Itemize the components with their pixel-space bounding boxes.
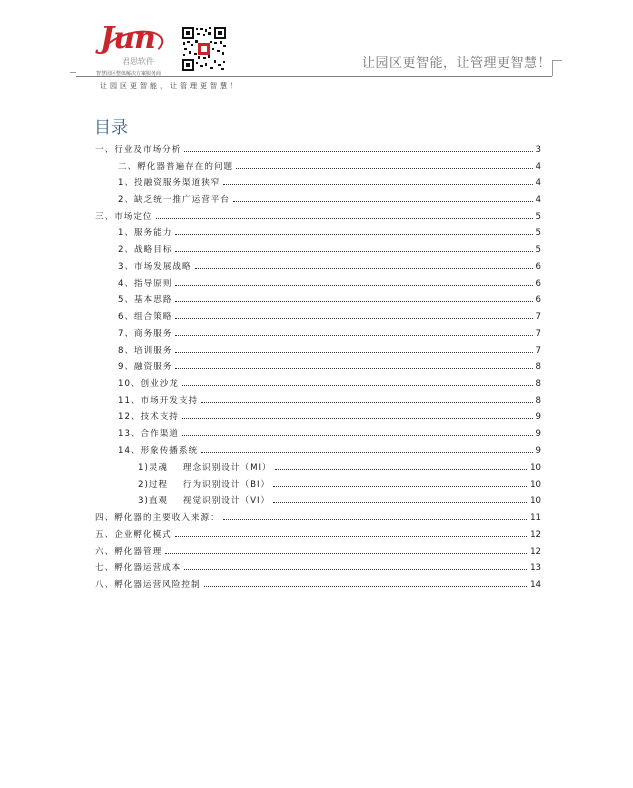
toc-leader-dots: [236, 167, 532, 169]
toc-leader-dots: [175, 334, 532, 336]
toc-entry-text: 三、市场定位: [95, 212, 153, 222]
toc-entry-page: 9: [535, 412, 541, 422]
toc-leader-dots: [175, 233, 532, 235]
toc-entry-page: 6: [535, 295, 541, 305]
toc-leader-dots: [233, 200, 533, 202]
toc-entry[interactable]: [118, 172, 541, 188]
toc-entry-page: 8: [535, 379, 541, 389]
toc-entry-page: 14: [530, 580, 541, 590]
toc-leader-dots: [275, 468, 527, 470]
toc-entry[interactable]: [118, 440, 541, 456]
toc-entry-page: 11: [530, 513, 541, 523]
toc-entry[interactable]: [118, 256, 541, 272]
toc-entry-text: 14、形象传播系统: [118, 446, 199, 456]
page-header: [0, 0, 633, 110]
toc-entry-page: 5: [535, 212, 541, 222]
toc-entry-text: 12、技术支持: [118, 412, 179, 422]
toc-leader-dots: [175, 284, 532, 286]
toc-entry-text: 1、投融资服务渠道狭窄: [118, 178, 221, 188]
toc-leader-dots: [156, 217, 533, 219]
toc-entry[interactable]: [118, 406, 541, 422]
logo-tagline: 智慧园区整体解决方案服务商: [96, 71, 162, 77]
toc-leader-dots: [195, 267, 533, 269]
toc-entry-page: 7: [535, 346, 541, 356]
toc-leader-dots: [273, 501, 527, 503]
toc-entry[interactable]: [118, 156, 541, 172]
toc-entry-text: 一、行业及市场分析: [95, 145, 182, 155]
toc-title: 目录: [94, 118, 128, 138]
toc-leader-dots: [201, 401, 532, 403]
toc-entry-page: 12: [530, 530, 541, 540]
toc-entry[interactable]: [95, 557, 541, 573]
toc-entry-page: 4: [535, 178, 541, 188]
toc-entry-page: 13: [530, 563, 541, 573]
toc-leader-dots: [175, 351, 532, 353]
toc-entry-page: 10: [530, 463, 541, 473]
toc-leader-dots: [204, 585, 528, 587]
toc-entry-page: 12: [530, 547, 541, 557]
toc-entry[interactable]: [118, 373, 541, 389]
toc-entry-page: 5: [535, 228, 541, 238]
toc-entry-text: 11、市场开发支持: [118, 396, 199, 406]
toc-entry-text: 13、合作渠道: [118, 429, 179, 439]
toc-entry[interactable]: [95, 507, 541, 523]
toc-entry[interactable]: [118, 306, 541, 322]
toc-leader-dots: [273, 485, 527, 487]
toc-entry-page: 6: [535, 262, 541, 272]
toc-entry[interactable]: [95, 541, 541, 557]
margin-crop-mark-right-horizontal: [552, 60, 562, 61]
toc-entry[interactable]: [118, 340, 541, 356]
header-slogan: 让园区更智能，让管理更智慧！: [361, 56, 551, 71]
toc-leader-dots: [201, 451, 532, 453]
toc-entry-text: 四、孵化器的主要收入来源：: [95, 513, 220, 523]
toc-entry-text: 4、指导原则: [118, 279, 173, 289]
toc-entry-text: 2、缺乏统一推广运营平台: [118, 195, 230, 205]
toc-entry-text: 七、孵化器运营成本: [95, 563, 182, 573]
toc-entry-text: 10、创业沙龙: [118, 379, 179, 389]
toc-entry[interactable]: [118, 390, 541, 406]
toc-leader-dots: [184, 150, 532, 152]
toc-entry-page: 4: [535, 195, 541, 205]
toc-entry[interactable]: [118, 423, 541, 439]
toc-entry-text: 五、企业孵化模式: [95, 530, 172, 540]
toc-entry[interactable]: [118, 239, 541, 255]
toc-entry-page: 8: [535, 362, 541, 372]
toc-leader-dots: [182, 417, 533, 419]
toc-entry[interactable]: [118, 273, 541, 289]
toc-entry[interactable]: [118, 222, 541, 238]
toc-leader-dots: [175, 300, 532, 302]
toc-entry-text: 8、培训服务: [118, 346, 173, 356]
toc-entry[interactable]: [138, 457, 541, 473]
toc-leader-dots: [175, 250, 532, 252]
toc-entry-text: 1)灵魂 理念识别设计（MI）: [138, 463, 272, 473]
toc-entry-text: 9、融资服务: [118, 362, 173, 372]
header-divider: [76, 76, 552, 77]
toc-entry[interactable]: [138, 490, 541, 506]
sub-slogan: 让园区更智能，让管理更智慧！: [100, 82, 240, 90]
toc-entry[interactable]: [118, 189, 541, 205]
toc-entry-page: 8: [535, 396, 541, 406]
toc-leader-dots: [223, 518, 527, 520]
toc-entry[interactable]: [118, 356, 541, 372]
toc-entry-page: 10: [530, 480, 541, 490]
toc-entry[interactable]: [118, 323, 541, 339]
toc-entry-page: 3: [535, 145, 541, 155]
toc-leader-dots: [184, 568, 527, 570]
margin-crop-mark-right: [552, 60, 553, 76]
toc-entry-text: 6、组合策略: [118, 312, 173, 322]
toc-entry[interactable]: [95, 206, 541, 222]
toc-entry-text: 5、基本思路: [118, 295, 173, 305]
toc-leader-dots: [223, 183, 532, 185]
toc-entry-text: 六、孵化器管理: [95, 547, 163, 557]
toc-entry-text: 二、孵化器普遍存在的问题: [118, 162, 234, 172]
toc-entry-text: 八、孵化器运营风险控制: [95, 580, 201, 590]
toc-entry-text: 2)过程 行为识别设计（BI）: [138, 480, 271, 490]
toc-entry-page: 7: [535, 329, 541, 339]
company-logo: [100, 22, 170, 70]
logo-company-name: 君思软件: [122, 57, 154, 66]
logo-mark: Jun: [100, 21, 155, 56]
toc-entry-text: 1、服务能力: [118, 228, 173, 238]
toc-entry-page: 9: [535, 446, 541, 456]
toc-entry-page: 6: [535, 279, 541, 289]
toc-entry-page: 7: [535, 312, 541, 322]
toc-entry-text: 7、商务服务: [118, 329, 173, 339]
toc-leader-dots: [175, 317, 532, 319]
toc-entry[interactable]: [95, 139, 541, 155]
qr-code-image: [181, 26, 227, 72]
toc-entry[interactable]: [138, 474, 541, 490]
toc-leader-dots: [165, 552, 527, 554]
toc-leader-dots: [175, 367, 532, 369]
toc-entry-text: 2、战略目标: [118, 245, 173, 255]
toc-entry-text: 3)直观 视觉识别设计（VI）: [138, 496, 271, 506]
toc-entry-page: 9: [535, 429, 541, 439]
toc-entry[interactable]: [118, 289, 541, 305]
toc-entry-page: 10: [530, 496, 541, 506]
toc-entry[interactable]: [95, 524, 541, 540]
toc-entry-page: 4: [535, 162, 541, 172]
toc-entry-page: 5: [535, 245, 541, 255]
toc-entry[interactable]: [95, 574, 541, 590]
margin-crop-mark-left: [70, 72, 76, 73]
toc-leader-dots: [182, 384, 533, 386]
toc-entry-text: 3、市场发展战略: [118, 262, 192, 272]
toc-leader-dots: [182, 434, 533, 436]
toc-leader-dots: [175, 535, 527, 537]
